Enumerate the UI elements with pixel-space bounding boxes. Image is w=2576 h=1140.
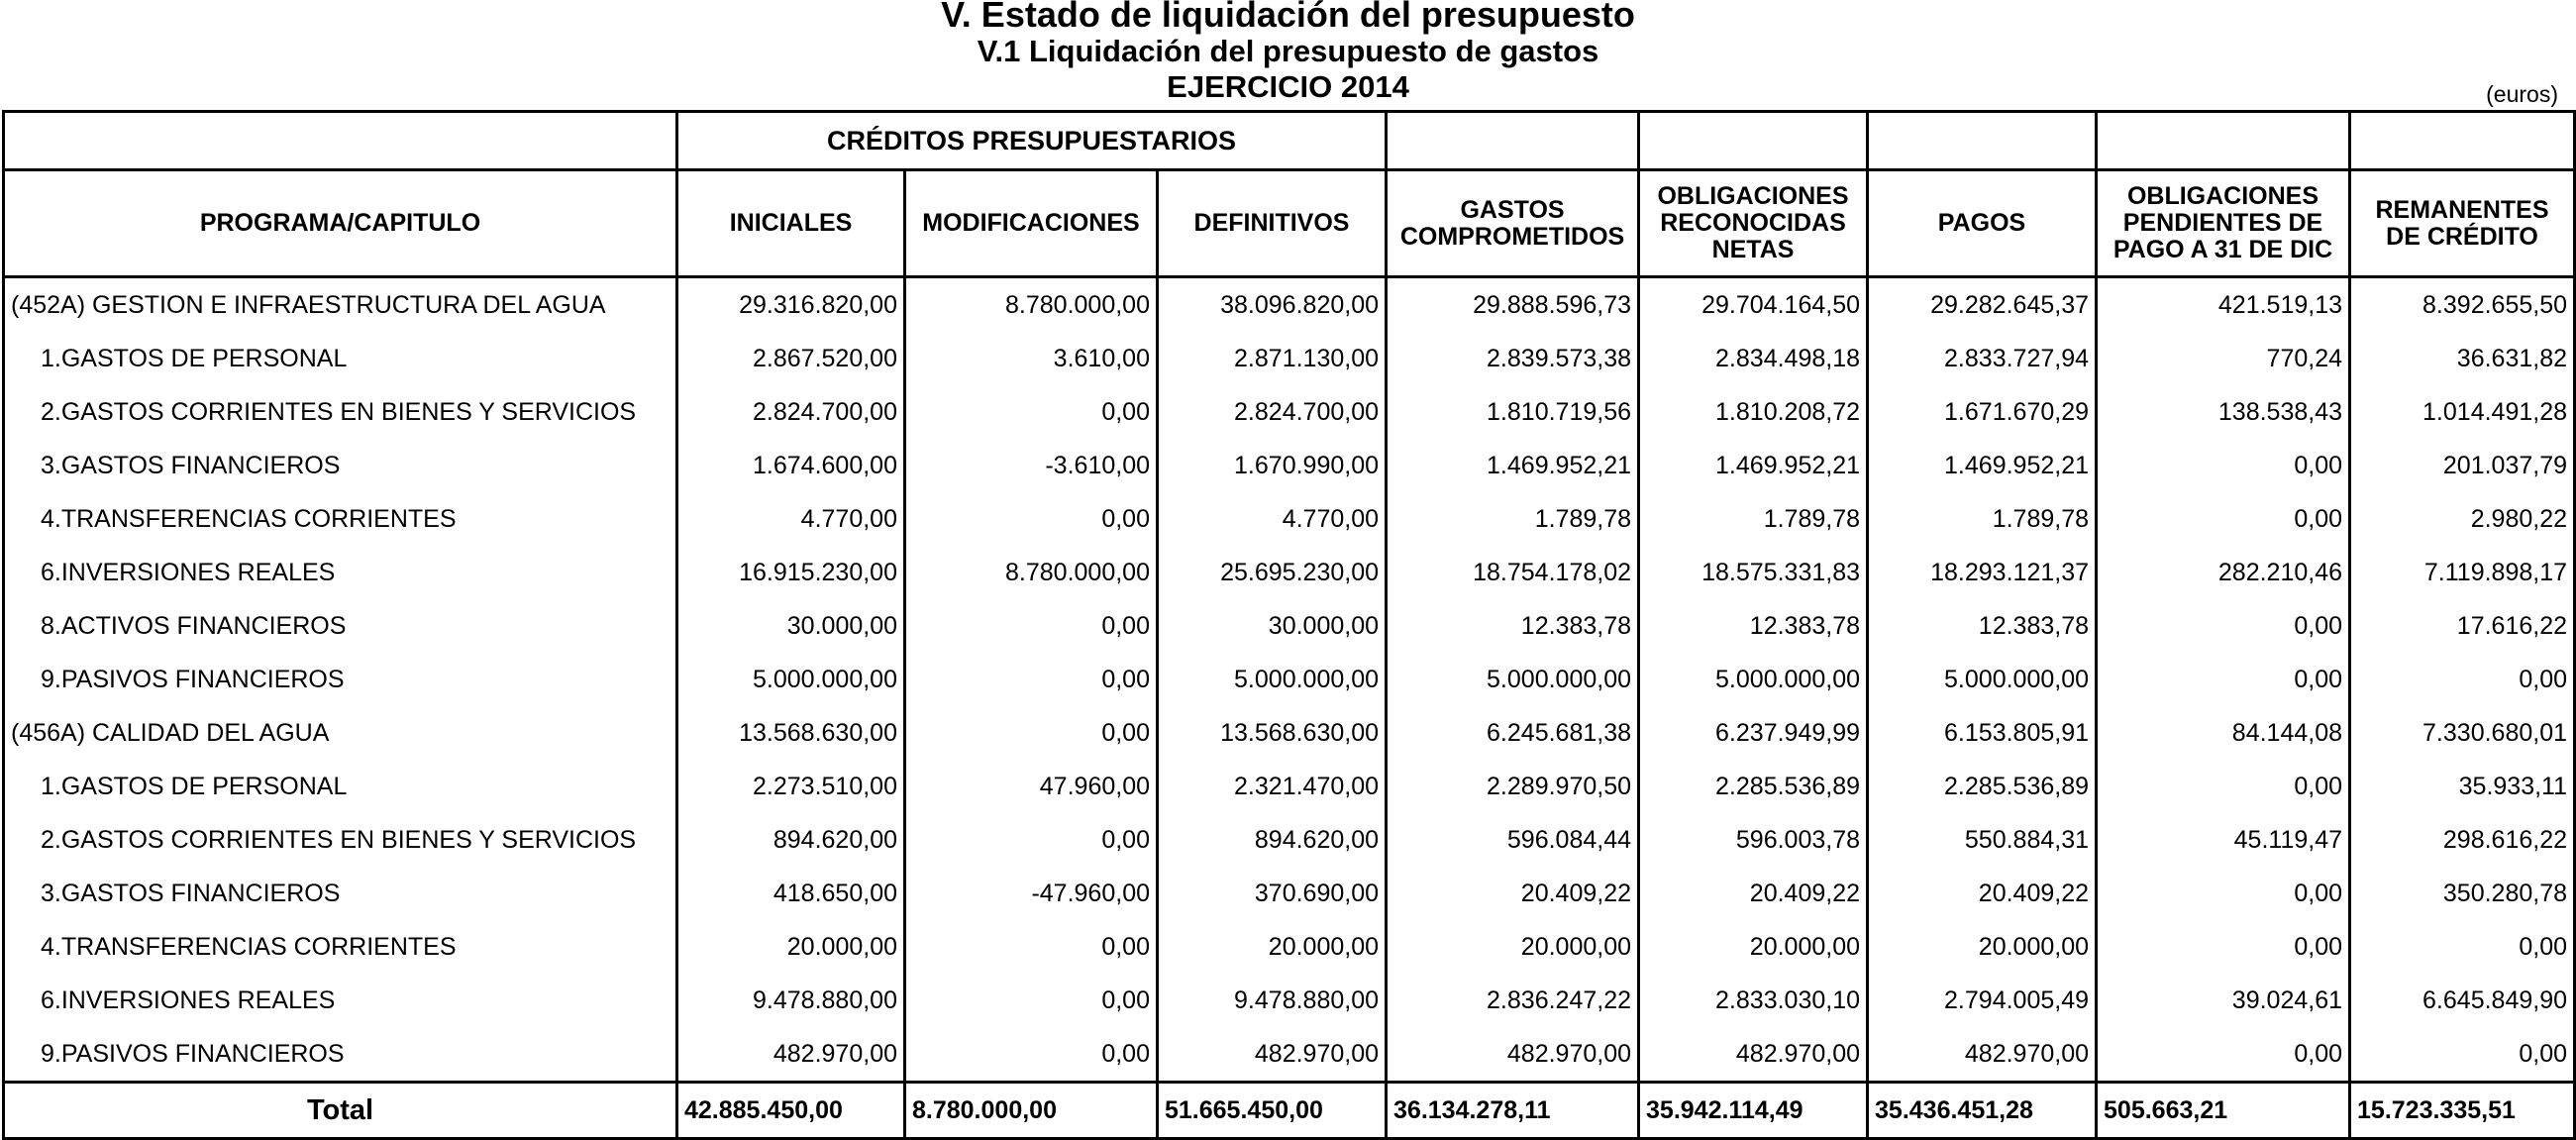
table-cell: 1.789,78 [1387,492,1639,546]
table-cell: 20.409,22 [1639,867,1868,920]
row-label: 2.GASTOS CORRIENTES EN BIENES Y SERVICIOS [4,385,677,439]
table-cell: 0,00 [905,1027,1158,1083]
table-cell: 18.754.178,02 [1387,546,1639,599]
table-cell: 12.383,78 [1868,599,2097,653]
row-label: 8.ACTIVOS FINANCIEROS [4,599,677,653]
empty-header-cell [1868,112,2097,170]
table-cell: 1.670.990,00 [1158,439,1387,492]
units-label: (euros) [2486,81,2558,107]
table-cell: 0,00 [905,920,1158,974]
total-cell: 42.885.450,00 [677,1083,905,1139]
table-cell: 84.144,08 [2097,706,2350,760]
table-cell: 0,00 [2097,653,2350,706]
table-cell: 201.037,79 [2350,439,2575,492]
table-cell: 298.616,22 [2350,813,2575,867]
total-cell: 15.723.335,51 [2350,1083,2575,1139]
table-cell: 2.839.573,38 [1387,332,1639,385]
table-cell: 350.280,78 [2350,867,2575,920]
table-cell: 29.888.596,73 [1387,277,1639,333]
table-cell: 0,00 [2350,1027,2575,1083]
row-label: 4.TRANSFERENCIAS CORRIENTES [4,492,677,546]
total-row [4,1083,2575,1139]
table-cell: 418.650,00 [677,867,905,920]
table-cell: 482.970,00 [1158,1027,1387,1083]
column-header-row [4,170,2575,277]
table-row [4,332,2575,385]
table-cell: 18.575.331,83 [1639,546,1868,599]
table-row [4,385,2575,439]
table-cell: 1.674.600,00 [677,439,905,492]
table-row [4,653,2575,706]
table-cell: 20.409,22 [1868,867,2097,920]
total-label: Total [4,1083,677,1139]
table-cell: 0,00 [2097,492,2350,546]
table-cell: 0,00 [2097,439,2350,492]
table-cell: -47.960,00 [905,867,1158,920]
table-cell: 29.704.164,50 [1639,277,1868,333]
row-label: 3.GASTOS FINANCIEROS [4,867,677,920]
table-cell: 12.383,78 [1639,599,1868,653]
table-cell: 0,00 [905,974,1158,1027]
row-label: 6.INVERSIONES REALES [4,974,677,1027]
table-cell: 5.000.000,00 [1158,653,1387,706]
table-cell: 36.631,82 [2350,332,2575,385]
page-title: V. Estado de liquidación del presupuesto [941,0,1635,35]
table-cell: 29.282.645,37 [1868,277,2097,333]
table-cell: 596.003,78 [1639,813,1868,867]
table-cell: 2.273.510,00 [677,760,905,813]
table-cell: 1.469.952,21 [1868,439,2097,492]
table-cell: 45.119,47 [2097,813,2350,867]
row-label: 9.PASIVOS FINANCIEROS [4,1027,677,1083]
table-cell: 8.780.000,00 [905,546,1158,599]
table-cell: -3.610,00 [905,439,1158,492]
empty-header-cell [4,112,677,170]
table-cell: 0,00 [905,385,1158,439]
table-cell: 2.285.536,89 [1639,760,1868,813]
table-cell: 4.770,00 [1158,492,1387,546]
table-cell: 25.695.230,00 [1158,546,1387,599]
table-cell: 20.000,00 [677,920,905,974]
row-label: 1.GASTOS DE PERSONAL [4,332,677,385]
table-cell: 7.330.680,01 [2350,706,2575,760]
table-cell: 770,24 [2097,332,2350,385]
table-cell: 2.285.536,89 [1868,760,2097,813]
table-cell: 0,00 [905,813,1158,867]
table-cell: 2.321.470,00 [1158,760,1387,813]
table-row [4,706,2575,760]
row-label: 6.INVERSIONES REALES [4,546,677,599]
table-cell: 2.833.727,94 [1868,332,2097,385]
table-cell: 9.478.880,00 [677,974,905,1027]
row-label: 3.GASTOS FINANCIEROS [4,439,677,492]
table-cell: 8.780.000,00 [905,277,1158,333]
table-cell: 29.316.820,00 [677,277,905,333]
row-label: 4.TRANSFERENCIAS CORRIENTES [4,920,677,974]
table-cell: 6.153.805,91 [1868,706,2097,760]
table-cell: 47.960,00 [905,760,1158,813]
table-cell: 5.000.000,00 [677,653,905,706]
table-row [4,920,2575,974]
table-cell: 0,00 [2097,920,2350,974]
exercise-year: EJERCICIO 2014 [1167,69,1409,104]
total-cell: 505.663,21 [2097,1083,2350,1139]
table-cell: 138.538,43 [2097,385,2350,439]
table-row [4,974,2575,1027]
table-cell: 1.014.491,28 [2350,385,2575,439]
group-header-row [4,112,2575,170]
table-cell: 35.933,11 [2350,760,2575,813]
table-cell: 2.871.130,00 [1158,332,1387,385]
table-cell: 5.000.000,00 [1868,653,2097,706]
table-cell: 39.024,61 [2097,974,2350,1027]
column-header: MODIFICACIONES [905,170,1158,277]
table-cell: 2.824.700,00 [677,385,905,439]
table-cell: 20.000,00 [1158,920,1387,974]
table-cell: 282.210,46 [2097,546,2350,599]
table-cell: 2.980,22 [2350,492,2575,546]
table-row [4,1027,2575,1083]
table-cell: 20.409,22 [1387,867,1639,920]
table-cell: 482.970,00 [1387,1027,1639,1083]
table-cell: 1.789,78 [1868,492,2097,546]
table-cell: 894.620,00 [1158,813,1387,867]
table-cell: 370.690,00 [1158,867,1387,920]
table-row [4,760,2575,813]
table-cell: 0,00 [2097,760,2350,813]
column-header: GASTOS COMPROMETIDOS [1387,170,1639,277]
empty-header-cell [1387,112,1639,170]
table-row [4,492,2575,546]
table-cell: 0,00 [2097,867,2350,920]
column-header: OBLIGACIONES RECONOCIDAS NETAS [1639,170,1868,277]
page-subtitle: V.1 Liquidación del presupuesto de gastos [977,34,1599,68]
table-cell: 1.671.670,29 [1868,385,2097,439]
row-label: (452A) GESTION E INFRAESTRUCTURA DEL AGUA [4,277,677,333]
table-cell: 18.293.121,37 [1868,546,2097,599]
table-cell: 9.478.880,00 [1158,974,1387,1027]
table-cell: 4.770,00 [677,492,905,546]
table-cell: 20.000,00 [1868,920,2097,974]
table-cell: 2.867.520,00 [677,332,905,385]
table-row [4,813,2575,867]
table-cell: 16.915.230,00 [677,546,905,599]
table-cell: 2.833.030,10 [1639,974,1868,1027]
table-cell: 3.610,00 [905,332,1158,385]
table-cell: 8.392.655,50 [2350,277,2575,333]
table-cell: 482.970,00 [1868,1027,2097,1083]
table-cell: 1.810.719,56 [1387,385,1639,439]
column-header: PROGRAMA/CAPITULO [4,170,677,277]
table-cell: 1.469.952,21 [1639,439,1868,492]
table-cell: 0,00 [905,653,1158,706]
table-cell: 0,00 [905,492,1158,546]
table-cell: 17.616,22 [2350,599,2575,653]
group-header-creditos: CRÉDITOS PRESUPUESTARIOS [677,112,1387,170]
table-cell: 38.096.820,00 [1158,277,1387,333]
table-body [4,277,2575,1083]
table-cell: 0,00 [2350,653,2575,706]
table-cell: 0,00 [905,599,1158,653]
table-cell: 2.834.498,18 [1639,332,1868,385]
table-cell: 0,00 [905,706,1158,760]
table-row [4,277,2575,333]
table-cell: 482.970,00 [1639,1027,1868,1083]
column-header: PAGOS [1868,170,2097,277]
table-cell: 13.568.630,00 [677,706,905,760]
table-cell: 1.810.208,72 [1639,385,1868,439]
table-cell: 5.000.000,00 [1387,653,1639,706]
table-cell: 2.824.700,00 [1158,385,1387,439]
table-cell: 0,00 [2097,599,2350,653]
table-cell: 421.519,13 [2097,277,2350,333]
table-cell: 20.000,00 [1387,920,1639,974]
table-row [4,546,2575,599]
table-row [4,599,2575,653]
table-cell: 30.000,00 [1158,599,1387,653]
total-cell: 35.436.451,28 [1868,1083,2097,1139]
table-cell: 0,00 [2350,920,2575,974]
table-cell: 0,00 [2097,1027,2350,1083]
table-cell: 30.000,00 [677,599,905,653]
table-cell: 2.836.247,22 [1387,974,1639,1027]
table-cell: 6.245.681,38 [1387,706,1639,760]
table-row [4,867,2575,920]
table-cell: 2.289.970,50 [1387,760,1639,813]
total-cell: 36.134.278,11 [1387,1083,1639,1139]
empty-header-cell [2097,112,2350,170]
total-cell: 8.780.000,00 [905,1083,1158,1139]
table-cell: 7.119.898,17 [2350,546,2575,599]
row-label: 1.GASTOS DE PERSONAL [4,760,677,813]
table-row [4,439,2575,492]
table-cell: 550.884,31 [1868,813,2097,867]
total-cell: 35.942.114,49 [1639,1083,1868,1139]
table-cell: 1.469.952,21 [1387,439,1639,492]
row-label: 2.GASTOS CORRIENTES EN BIENES Y SERVICIOS [4,813,677,867]
table-cell: 13.568.630,00 [1158,706,1387,760]
column-header: DEFINITIVOS [1158,170,1387,277]
table-cell: 894.620,00 [677,813,905,867]
empty-header-cell [1639,112,1868,170]
table-cell: 20.000,00 [1639,920,1868,974]
row-label: (456A) CALIDAD DEL AGUA [4,706,677,760]
table-cell: 6.645.849,90 [2350,974,2575,1027]
table-cell: 6.237.949,99 [1639,706,1868,760]
table-cell: 1.789,78 [1639,492,1868,546]
empty-header-cell [2350,112,2575,170]
column-header: OBLIGACIONES PENDIENTES DE PAGO A 31 DE DIC [2097,170,2350,277]
table-cell: 596.084,44 [1387,813,1639,867]
total-cell: 51.665.450,00 [1158,1083,1387,1139]
budget-table [2,110,2576,1140]
column-header: INICIALES [677,170,905,277]
row-label: 9.PASIVOS FINANCIEROS [4,653,677,706]
column-header: REMANENTES DE CRÉDITO [2350,170,2575,277]
table-cell: 12.383,78 [1387,599,1639,653]
table-cell: 482.970,00 [677,1027,905,1083]
table-cell: 5.000.000,00 [1639,653,1868,706]
table-cell: 2.794.005,49 [1868,974,2097,1027]
